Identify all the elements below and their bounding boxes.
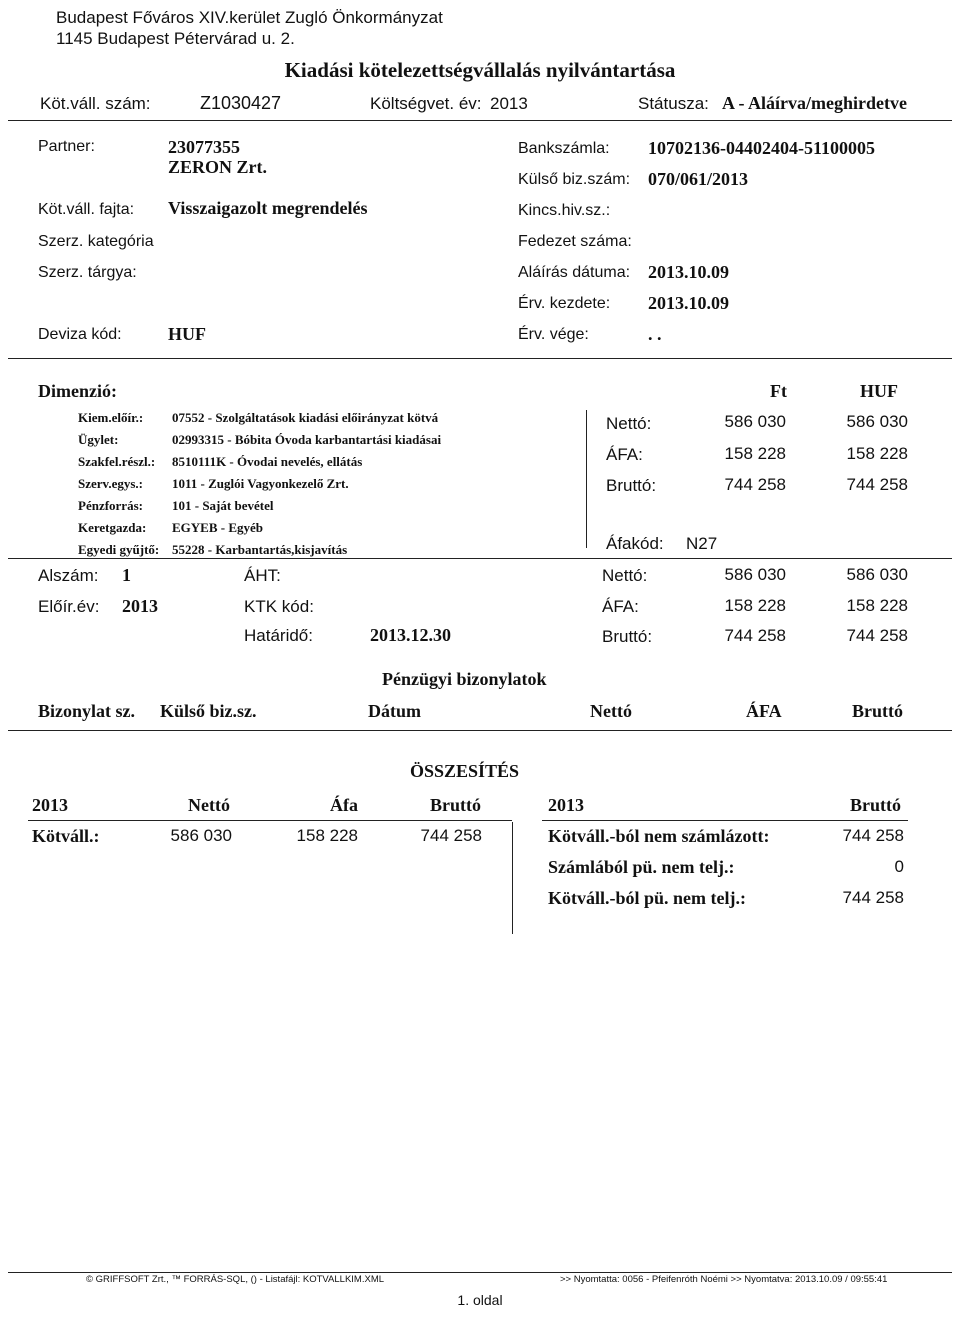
dim-afa-label: ÁFA: bbox=[606, 445, 643, 464]
eloir-value: 2013 bbox=[122, 596, 158, 616]
col-datum: Dátum bbox=[368, 701, 421, 721]
col-bizonylat: Bizonylat sz. bbox=[38, 701, 135, 721]
dim-label-ugylet: Ügylet: bbox=[78, 432, 119, 447]
dim-value-keretgazda: EGYEB - Egyéb bbox=[172, 520, 264, 535]
alairas-value: 2013.10.09 bbox=[648, 262, 729, 282]
col-ft-header: Ft bbox=[770, 381, 787, 401]
osszesites-brutto-header: Bruttó bbox=[430, 795, 481, 815]
hatarido-label: Határidő: bbox=[244, 626, 313, 645]
osszesites-left-underline bbox=[28, 820, 512, 821]
dim-value-szakfel: 8510111K - Óvodai nevelés, ellátás bbox=[172, 454, 363, 469]
col-huf-header: HUF bbox=[860, 381, 898, 401]
penzugyi-title: Pénzügyi bizonylatok bbox=[382, 669, 547, 689]
kotvall-brutto: 744 258 bbox=[420, 826, 482, 845]
ktk-label: KTK kód: bbox=[244, 597, 314, 616]
dim-netto-ft: 586 030 bbox=[724, 412, 786, 431]
afakod-label: Áfakód: bbox=[606, 534, 664, 553]
alszam-afa-huf: 158 228 bbox=[846, 596, 908, 615]
kotvall-afa: 158 228 bbox=[296, 826, 358, 845]
fajta-value: Visszaigazolt megrendelés bbox=[168, 198, 368, 218]
kincs-label: Kincs.hiv.sz.: bbox=[518, 202, 611, 219]
osszesites-afa-header: Áfa bbox=[330, 795, 358, 815]
partner-name: ZERON Zrt. bbox=[168, 157, 267, 177]
fedezet-label: Fedezet száma: bbox=[518, 233, 632, 250]
alszam-afa-label: ÁFA: bbox=[602, 597, 639, 616]
page-title: Kiadási kötelezettségvállalás nyilvántartása bbox=[284, 58, 676, 82]
dimenzio-divider bbox=[8, 558, 952, 559]
hatarido-value: 2013.12.30 bbox=[370, 625, 451, 645]
alszam-value: 1 bbox=[122, 565, 131, 585]
erv-vege-label: Érv. vége: bbox=[518, 326, 589, 343]
erv-kezdete-label: Érv. kezdete: bbox=[518, 295, 611, 312]
dim-label-gyujto: Egyedi gyűjtő: bbox=[78, 542, 160, 557]
kulso-biz-label: Külső biz.szám: bbox=[518, 171, 631, 188]
dim-value-gyujto: 55228 - Karbantartás,kisjavítás bbox=[172, 542, 348, 557]
penzugyi-divider bbox=[8, 730, 952, 731]
alszam-netto-huf: 586 030 bbox=[846, 565, 908, 584]
dim-netto-huf: 586 030 bbox=[846, 412, 908, 431]
dim-netto-label: Nettó: bbox=[606, 414, 652, 433]
col-netto: Nettó bbox=[590, 701, 632, 721]
osszesites-left-year: 2013 bbox=[32, 795, 68, 815]
dim-label-szerv: Szerv.egys.: bbox=[78, 476, 143, 491]
summary-row-value: 0 bbox=[894, 857, 904, 876]
osszesites-title: ÖSSZESÍTÉS bbox=[410, 761, 520, 781]
dim-label-kiem: Kiem.előír.: bbox=[78, 410, 144, 425]
deviza-value: HUF bbox=[168, 324, 206, 344]
header-divider bbox=[8, 120, 952, 121]
erv-vege-value: . . bbox=[648, 324, 662, 344]
statusz-value: A - Aláírva/meghirdetve bbox=[722, 93, 907, 113]
dim-label-szakfel: Szakfel.részl.: bbox=[78, 454, 156, 469]
col-brutto: Bruttó bbox=[852, 701, 903, 721]
dim-brutto-huf: 744 258 bbox=[846, 475, 908, 494]
footer-right: >> Nyomtatta: 0056 - Pfeifenróth Noémi >> Nyomtatva: 2013.10.09 / 09:55:41 bbox=[560, 1274, 888, 1285]
fajta-label: Köt.váll. fajta: bbox=[38, 201, 135, 218]
dim-value-kiem: 07552 - Szolgáltatások kiadási előirányzat kötvá bbox=[172, 410, 439, 425]
osszesites-right-underline bbox=[542, 820, 908, 821]
alszam-brutto-ft: 744 258 bbox=[724, 626, 786, 645]
alszam-brutto-label: Bruttó: bbox=[602, 627, 653, 646]
dim-label-penzforras: Pénzforrás: bbox=[78, 498, 143, 513]
alairas-label: Aláírás dátuma: bbox=[518, 264, 631, 281]
osszesites-netto-header: Nettó bbox=[188, 795, 230, 815]
osszesites-right-year: 2013 bbox=[548, 795, 584, 815]
col-afa: ÁFA bbox=[746, 701, 782, 721]
summary-row-label: Kötváll.-ból pü. nem telj.: bbox=[548, 888, 746, 908]
kotvall-label: Kötváll.: bbox=[32, 826, 100, 846]
summary-row-label: Kötváll.-ból nem számlázott: bbox=[548, 826, 770, 846]
footer-left: © GRIFFSOFT Zrt., ™ FORRÁS-SQL, () - Listafájl: KOTVALLKIM.XML bbox=[86, 1274, 385, 1285]
footer-divider bbox=[8, 1272, 952, 1273]
aht-label: ÁHT: bbox=[244, 566, 281, 585]
partner-divider bbox=[8, 358, 952, 359]
dim-afa-ft: 158 228 bbox=[724, 444, 786, 463]
erv-kezdete-value: 2013.10.09 bbox=[648, 293, 729, 313]
afakod-value: N27 bbox=[686, 534, 718, 553]
osszesites-right-brutto-header: Bruttó bbox=[850, 795, 901, 815]
dimenzio-title: Dimenzió: bbox=[38, 381, 117, 401]
alszam-brutto-huf: 744 258 bbox=[846, 626, 908, 645]
eloir-label: Előír.év: bbox=[38, 597, 100, 616]
statusz-label: Státusza: bbox=[638, 94, 709, 113]
dim-value-penzforras: 101 - Saját bevétel bbox=[172, 498, 274, 513]
kot-vall-szam: Z1030427 bbox=[200, 93, 282, 113]
org-address: 1145 Budapest Pétervárad u. 2. bbox=[56, 29, 295, 48]
koltsegvet-ev-label: Költségvet. év: bbox=[370, 94, 482, 113]
partner-label: Partner: bbox=[38, 138, 95, 155]
dim-value-szerv: 1011 - Zuglói Vagyonkezelő Zrt. bbox=[172, 476, 349, 491]
summary-row-value: 744 258 bbox=[842, 826, 904, 845]
targya-label: Szerz. tárgya: bbox=[38, 264, 137, 281]
dimenzio-separator bbox=[586, 410, 587, 548]
alszam-netto-ft: 586 030 bbox=[724, 565, 786, 584]
summary-row-label: Számlából pü. nem telj.: bbox=[548, 857, 735, 877]
koltsegvet-ev: 2013 bbox=[490, 94, 528, 113]
kategoria-label: Szerz. kategória bbox=[38, 233, 154, 250]
kotvall-netto: 586 030 bbox=[170, 826, 232, 845]
alszam-label: Alszám: bbox=[38, 566, 99, 585]
alszam-afa-ft: 158 228 bbox=[724, 596, 786, 615]
bankszamla-value: 10702136-04402404-51100005 bbox=[648, 138, 875, 158]
dim-brutto-label: Bruttó: bbox=[606, 476, 657, 495]
alszam-netto-label: Nettó: bbox=[602, 566, 648, 585]
dim-afa-huf: 158 228 bbox=[846, 444, 908, 463]
dim-value-ugylet: 02993315 - Bóbita Óvoda karbantartási kiadásai bbox=[172, 432, 442, 447]
deviza-label: Deviza kód: bbox=[38, 326, 122, 343]
dim-brutto-ft: 744 258 bbox=[724, 475, 786, 494]
page-number: 1. oldal bbox=[457, 1292, 503, 1308]
summary-row-value: 744 258 bbox=[842, 888, 904, 907]
bankszamla-label: Bankszámla: bbox=[518, 140, 610, 157]
org-name: Budapest Főváros XIV.kerület Zugló Önkormányzat bbox=[56, 8, 443, 27]
col-kulso-biz: Külső biz.sz. bbox=[160, 701, 257, 721]
dim-label-keretgazda: Keretgazda: bbox=[78, 520, 147, 535]
partner-id: 23077355 bbox=[168, 137, 240, 157]
kulso-biz-value: 070/061/2013 bbox=[648, 169, 749, 189]
osszesites-separator bbox=[512, 822, 513, 934]
kot-vall-szam-label: Köt.váll. szám: bbox=[40, 94, 151, 113]
